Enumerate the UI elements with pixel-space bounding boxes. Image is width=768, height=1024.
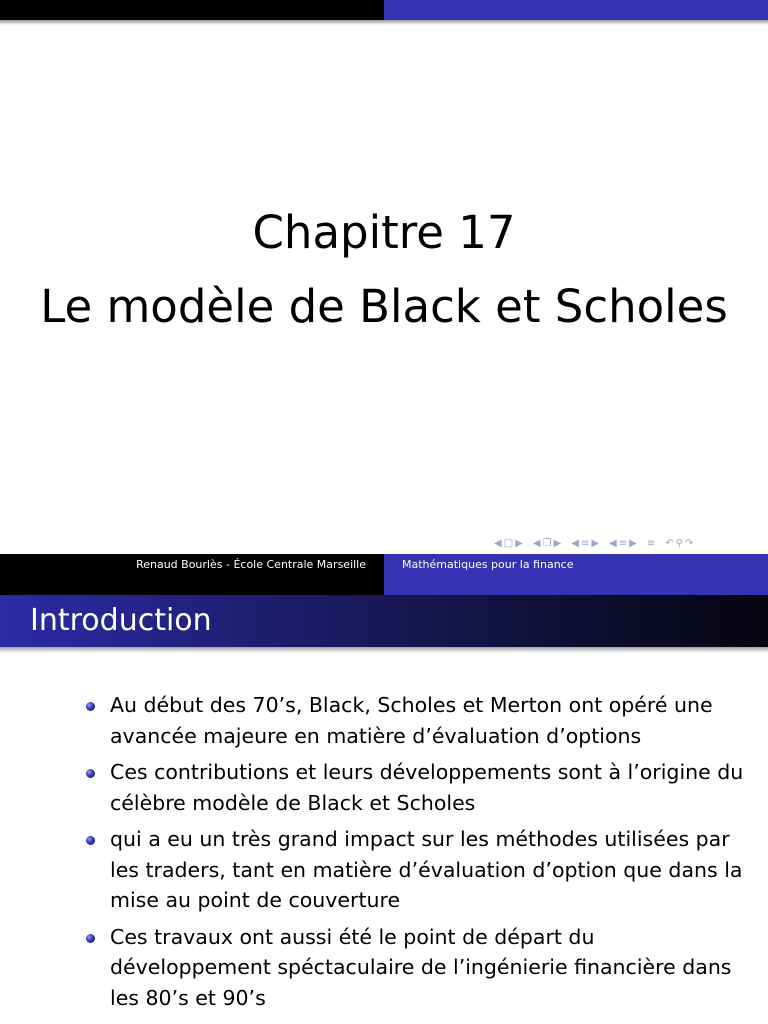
nav-subsection-group [533,538,561,549]
nav-next-icon[interactable]: ▶ [591,537,600,549]
slide-footer [0,554,768,595]
frame-title-bar [0,595,768,647]
nav-prev-icon[interactable]: ◀ [532,537,541,549]
list-item [84,922,754,1014]
nav-section-group [571,538,599,549]
bullet-text: Ces travaux ont aussi été le point de départ du développement spéctaculaire de l’ingénierie financière dans les 80’s et 90’s [110,924,732,1010]
nav-frame-group [494,538,523,549]
nav-next-icon[interactable]: ▶ [553,537,562,549]
subsection-icon[interactable]: ❐ [542,537,552,549]
list-item [84,757,754,818]
top-bar-shadow [0,20,768,25]
footer-right [384,554,768,595]
nav-next-icon[interactable]: ▶ [515,537,523,549]
footer-author: Renaud Bourlès - École Centrale Marseille [136,558,366,571]
search-icon[interactable]: ⚲ [675,537,683,549]
nav-next-icon[interactable]: ▶ [629,537,637,549]
beamer-navigation [494,534,764,552]
forward-icon[interactable]: ↷ [684,537,694,549]
chapter-subtitle: Le modèle de Black et Scholes [40,280,728,333]
nav-align-group [647,538,655,549]
nav-prev-icon[interactable]: ◀ [609,537,617,549]
nav-search-group [665,538,693,549]
footer-course: Mathématiques pour la finance [402,558,574,571]
frame-title-shadow [0,647,768,653]
nav-prev-icon[interactable]: ◀ [494,537,502,549]
bullet-text: qui a eu un très grand impact sur les méthodes utilisées par les traders, tant en matière d’évaluation d’option que dans la mise au point de couverture [110,827,743,912]
slide-title [0,196,768,344]
bullet-icon [86,769,95,778]
nav-prev-icon[interactable]: ◀ [571,537,579,549]
chapter-title: Chapitre 17 [252,206,516,259]
bullet-icon [86,702,95,711]
top-bar-left [0,0,384,20]
bullet-list [84,690,754,1019]
section-icon[interactable]: ≡ [580,537,590,549]
align-icon[interactable]: ≡ [646,537,656,549]
bullet-icon [86,836,95,845]
list-item [84,824,754,916]
footer-left [0,554,384,595]
top-bar [0,0,768,20]
bullet-icon [86,934,95,943]
frame-title: Introduction [30,603,212,638]
bullet-text: Ces contributions et leurs développements sont à l’origine du célèbre modèle de Black et Scholes [110,760,744,815]
nav-part-group [609,538,637,549]
list-item [84,690,754,751]
top-bar-right [384,0,768,20]
back-icon[interactable]: ↶ [665,537,674,549]
appendix-icon[interactable]: ≡ [618,537,628,549]
bullet-text: Au début des 70’s, Black, Scholes et Merton ont opéré une avancée majeure en matière d’évaluation d’options [110,693,713,748]
frame-icon[interactable]: □ [503,537,514,549]
